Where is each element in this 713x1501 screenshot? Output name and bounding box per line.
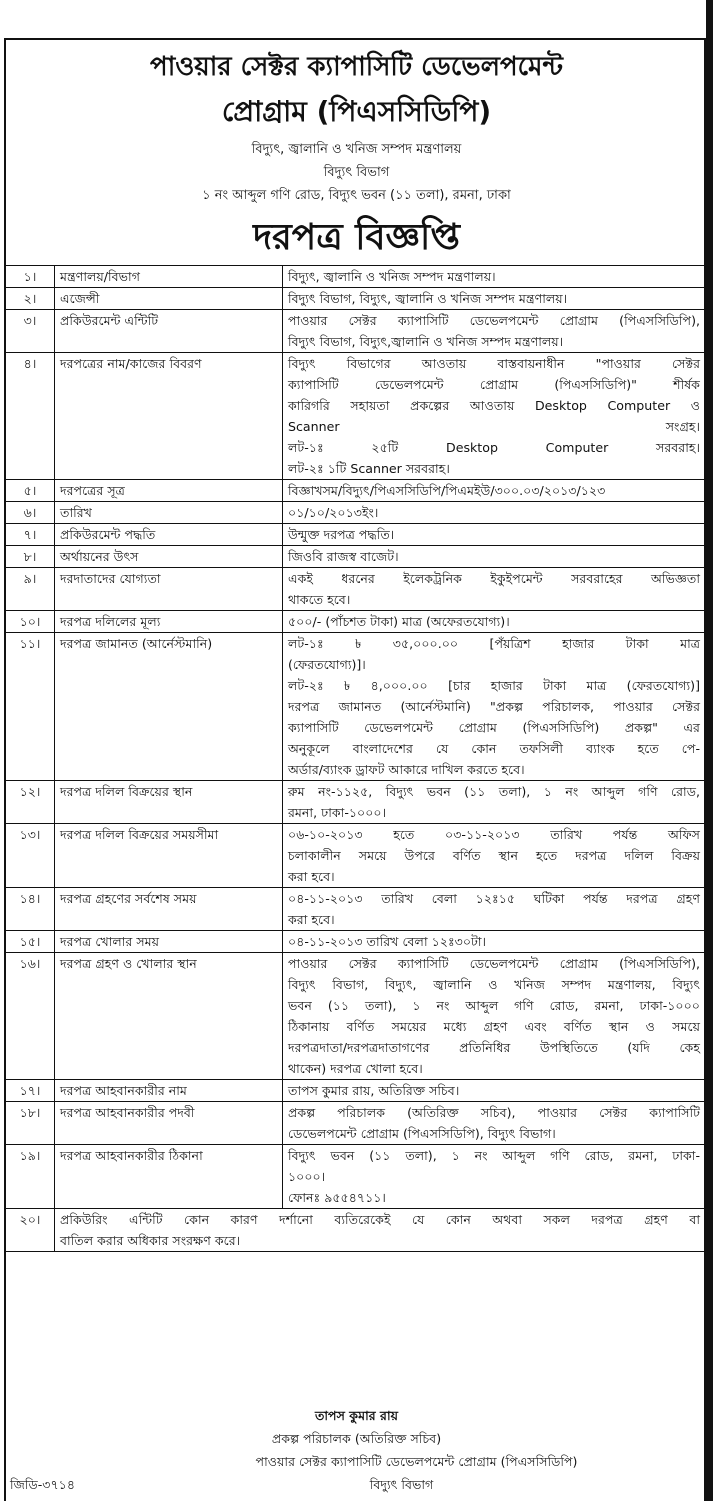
row-value [283,502,706,524]
ministry-name: বিদ্যুৎ, জ্বালানি ও খনিজ সম্পদ মন্ত্রণালয় [251,142,462,157]
value-line: লট-১ঃ ২৫টি Desktop Computer সরবরাহ। [288,440,700,455]
value-line: রুম নং-১১২৫, বিদ্যুৎ ভবন (১১ তলা), ১ নং আব্দুল গণি রোড, [288,784,700,799]
row-label: দরপত্র দলিল বিক্রয়ের স্থান [55,781,283,824]
row-value [283,953,706,1080]
value-line: থাকতে হবে। [288,592,351,607]
row-value [283,1145,706,1209]
value-line: ঠিকানায় বর্ণিত সময়ের মধ্যে গ্রহণ এবং বর্ণিত স্থান ও সময়ে [288,1019,700,1034]
row-label: দরপত্র দলিলের মূল্য [55,611,283,633]
value-line: দরপত্র জামানত (আর্নেস্টমানি) "প্রকল্প পরিচালক, পাওয়ার সেক্টর [288,699,700,714]
row-label: দরপত্র জামানত (আর্নেস্টমানি) [55,633,283,781]
value-line: জিওবি রাজস্ব বাজেট। [288,549,399,564]
program-title-line2: প্রোগ্রাম (পিএসসিডিপি) [221,95,492,128]
row-label: দরপত্র খোলার সময় [55,931,283,953]
signatory-organization: পাওয়ার সেক্টর ক্যাপাসিটি ডেভেলপমেন্ট প্রোগ্রাম (পিএসসিডিপি) [255,1454,578,1469]
ad-code: জিডি-৩৭১৪ [10,1477,76,1492]
table-row [6,824,706,888]
program-title-line1: পাওয়ার সেক্টর ক্যাপাসিটি ডেভেলপমেন্ট [150,52,563,82]
value-line: ভবন (১১ তলা), ১ নং আব্দুল গণি রোড, রমনা, ঢাকা-১০০০ [288,998,700,1013]
row-value [283,633,706,781]
value-line: একই ধরনের ইলেকট্রনিক ইকুইপমেন্ট সরবরাহের অভিজ্ঞতা [288,571,700,586]
table-row [6,953,706,1080]
value-line: ক্যাপাসিটি ডেভেলপমেন্ট প্রোগ্রাম (পিএসসিডিপি)" শীর্ষক [288,377,700,392]
value-line: পাওয়ার সেক্টর ক্যাপাসিটি ডেভেলপমেন্ট প্রোগ্রাম (পিএসসিডিপি), [288,313,700,328]
table-row [6,1102,706,1145]
row-value [283,266,706,288]
row-label: দরপত্রের নাম/কাজের বিবরণ [55,353,283,480]
table-row-20 [6,1209,706,1252]
value-line: বিদ্যুৎ ভবন (১১ তলা), ১ নং আব্দুল গণি রোড, রমনা, ঢাকা- [288,1148,700,1163]
signatory-division: বিদ্যুৎ বিভাগ [369,1477,434,1492]
row-number: ১৮। [6,1102,55,1145]
row-value [283,1102,706,1145]
row-label: দরপত্র গ্রহণের সর্বশেষ সময় [55,888,283,931]
row-number: ১০। [6,611,55,633]
value-line: ৫০০/- (পাঁচশত টাকা) মাত্র (অফেরতযোগ্য)। [288,614,510,629]
table-row [6,288,706,310]
table-row [6,781,706,824]
table-row [6,888,706,931]
row-value [283,824,706,888]
office-address: ১ নং আব্দুল গণি রোড, বিদ্যুৎ ভবন (১১ তলা), রমনা, ঢাকা [202,188,511,203]
value-line: উন্মুক্ত দরপত্র পদ্ধতি। [288,527,395,542]
row-number: ৩। [6,310,55,353]
row-number: ১৪। [6,888,55,931]
row-number: ২। [6,288,55,310]
notice-title: দরপত্র বিজ্ঞপ্তি [253,217,460,258]
value-line: থাকেন) দরপত্র খোলা হবে। [288,1061,423,1076]
signatory-designation: প্রকল্প পরিচালক (অতিরিক্ত সচিব) [271,1431,442,1446]
value-line: পাওয়ার সেক্টর ক্যাপাসিটি ডেভেলপমেন্ট প্রোগ্রাম (পিএসসিডিপি), [288,956,700,971]
row-20-value [55,1209,706,1252]
row-value [283,888,706,931]
row-number: ১২। [6,781,55,824]
row-value [283,781,706,824]
row-number: ৬। [6,502,55,524]
table-row [6,266,706,288]
value-line: রমনা, ঢাকা-১০০০। [288,805,387,820]
table-row [6,480,706,502]
row-value [283,480,706,502]
value-line: চলাকালীন সময়ে উপরে বর্ণিত স্থান হতে দরপত্র দলিল বিক্রয় [288,848,700,863]
value-line: ০৪-১১-২০১৩ তারিখ বেলা ১২ঃ১৫ ঘটিকা পর্যন্ত দরপত্র গ্রহণ [288,891,700,906]
row-number: ১৩। [6,824,55,888]
row-number: ১৯। [6,1145,55,1209]
value-line: ডেভেলপমেন্ট প্রোগ্রাম (পিএসসিডিপি), বিদ্যুৎ বিভাগ। [288,1126,556,1141]
table-row [6,1145,706,1209]
table-row [6,611,706,633]
row-value [283,310,706,353]
row-label: দরপত্রের সূত্র [55,480,283,502]
value-line: বিদ্যুৎ বিভাগ, বিদ্যুৎ, জ্বালানি ও খনিজ সম্পদ মন্ত্রণালয়, বিদ্যুৎ [288,977,700,992]
row-number: ১৫। [6,931,55,953]
value-line: লট-২ঃ ১টি Scanner সরবরাহ। [288,461,450,476]
value-line: দরপত্রদাতা/দরপত্রদাতাগণের প্রতিনিধির উপস্থিতিতে (যদি কেহ [288,1040,700,1055]
row-value [283,1080,706,1102]
row-number: ৯। [6,568,55,611]
value-line: কারিগরি সহায়তা প্রকল্পের আওতায় Desktop Computer ও [288,398,700,413]
row-label: দরপত্র আহবানকারীর ঠিকানা [55,1145,283,1209]
table-row [6,1080,706,1102]
row-number: ১। [6,266,55,288]
table-row [6,353,706,480]
value-line: বিদ্যুৎ, জ্বালানি ও খনিজ সম্পদ মন্ত্রণালয়। [288,269,496,284]
table-row [6,931,706,953]
row-value [283,288,706,310]
table-row [6,633,706,781]
table-row [6,524,706,546]
table-row [6,310,706,353]
division-name: বিদ্যুৎ বিভাগ [323,165,390,180]
value-line: বিদ্যুৎ বিভাগ, বিদ্যুৎ,জ্বালানি ও খনিজ সম্পদ মন্ত্রণালয়। [288,334,564,349]
value-line: ফোনঃ ৯৫৫৪৭১১। [288,1190,386,1205]
value-line: লট-১ঃ ৳ ৩৫,০০০.০০ [পঁয়ত্রিশ হাজার টাকা মাত্র [288,636,700,651]
row-value [283,611,706,633]
row-label: মন্ত্রণালয়/বিভাগ [55,266,283,288]
value-line: (ফেরতযোগ্য)]। [288,657,366,672]
value-line: Scanner সংগ্রহ। [288,419,700,434]
row-label: দরপত্র গ্রহণ ও খোলার স্থান [55,953,283,1080]
row-number: ১১। [6,633,55,781]
value-line: বিদ্যুৎ বিভাগের আওতায় বাস্তবায়নাধীন "পাওয়ার সেক্টর [288,356,700,371]
row-value [283,546,706,568]
row-value [283,524,706,546]
value-line: বাতিল করার অধিকার সংরক্ষণ করে। [60,1233,241,1248]
value-line: করা হবে। [288,912,335,927]
value-line: তাপস কুমার রায়, অতিরিক্ত সচিব। [288,1083,460,1098]
tender-details-table [5,265,706,1252]
row-label: দরপত্র আহবানকারীর পদবী [55,1102,283,1145]
value-line: ০১/১০/২০১৩ইং। [288,505,379,520]
value-line: ক্যাপাসিটি ডেভেলপমেন্ট প্রোগ্রাম (পিএসসিডিপি) প্রকল্প" এর [288,720,700,735]
row-number: ১৬। [6,953,55,1080]
value-line: অর্ডার/ব্যাংক ড্রাফট আকারে দাখিল করতে হবে। [288,762,525,777]
row-label: এজেন্সী [55,288,283,310]
value-line: অনুকূলে বাংলাদেশের যে কোন তফসিলী ব্যাংক হতে পে- [288,741,700,756]
row-label: দরপত্র আহবানকারীর নাম [55,1080,283,1102]
value-line: ০৬-১০-২০১৩ হতে ০৩-১১-২০১৩ তারিখ পর্যন্ত অফিস [288,827,700,842]
row-label: দরপত্র দলিল বিক্রয়ের সময়সীমা [55,824,283,888]
row-value [283,353,706,480]
table-row [6,546,706,568]
row-value [283,931,706,953]
row-label: প্রকিউরমেন্ট পদ্ধতি [55,524,283,546]
row-label: দরদাতাদের যোগ্যতা [55,568,283,611]
row-number: ৮। [6,546,55,568]
value-line: বিজ্ঞাখসম/বিদ্যুৎ/পিএসসিডিপি/পিএমইউ/৩০০.০৩/২০১৩/১২৩ [288,483,606,498]
row-label: তারিখ [55,502,283,524]
row-number: ১৭। [6,1080,55,1102]
value-line: করা হবে। [288,869,335,884]
row-number: ৫। [6,480,55,502]
row-label: অর্থায়নের উৎস [55,546,283,568]
table-row [6,502,706,524]
value-line: লট-২ঃ ৳ ৪,০০০.০০ [চার হাজার টাকা মাত্র (ফেরতযোগ্য)] [288,678,700,693]
row-number: ৭। [6,524,55,546]
signatory-name: তাপস কুমার রায় [314,1408,399,1423]
value-line: ০৪-১১-২০১৩ তারিখ বেলা ১২ঃ৩০টা। [288,934,487,949]
row-number: ২০। [6,1209,55,1252]
value-line: ১০০০। [288,1169,326,1184]
row-number: ৪। [6,353,55,480]
value-line: বিদ্যুৎ বিভাগ, বিদ্যুৎ, জ্বালানি ও খনিজ সম্পদ মন্ত্রণালয়। [288,291,568,306]
value-line: প্রকল্প পরিচালক (অতিরিক্ত সচিব), পাওয়ার সেক্টর ক্যাপাসিটি [288,1105,700,1120]
row-label: প্রকিউরমেন্ট এন্টিটি [55,310,283,353]
table-row [6,568,706,611]
row-value [283,568,706,611]
value-line: প্রকিউরিং এন্টিটি কোন কারণ দর্শানো ব্যতিরেকেই যে কোন অথবা সকল দরপত্র গ্রহণ বা [60,1212,700,1227]
